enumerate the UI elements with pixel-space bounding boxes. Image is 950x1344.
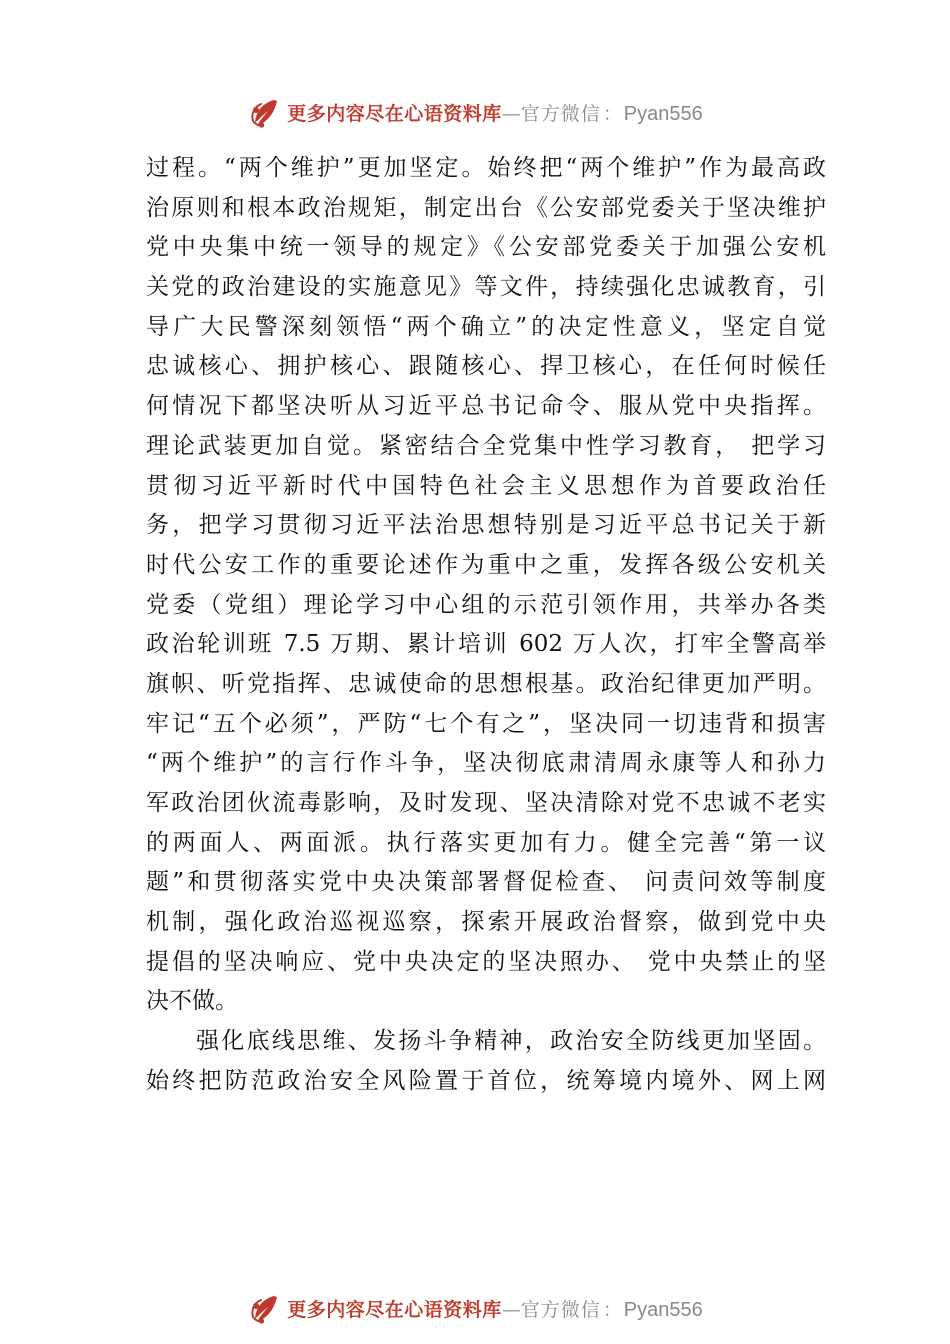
- body-line: 何情况下都坚决听从习近平总书记命令、服从党中央指挥。: [146, 393, 826, 420]
- footer-wechat-id: Pyan556: [623, 1299, 703, 1321]
- pen-feather-logo-icon: [247, 96, 283, 132]
- body-line: 题”和贯彻落实党中央决策部署督促检查、 问责问效等制度: [146, 869, 826, 896]
- body-line: 提倡的坚决响应、党中央决定的坚决照办、 党中央禁止的坚: [146, 948, 826, 975]
- header-brand-text: 更多内容尽在心语资料库: [287, 103, 502, 125]
- body-line: “两个维护”的言行作斗争，坚决彻底肃清周永康等人和孙力: [146, 750, 826, 777]
- paragraph-2-line: 始终把防范政治安全风险置于首位，统筹境内境外、网上网: [146, 1067, 826, 1094]
- header-watermark-banner: [0, 94, 950, 134]
- body-line: 贯彻习近平新时代中国特色社会主义思想作为首要政治任: [146, 472, 826, 499]
- footer-brand-text: 更多内容尽在心语资料库: [287, 1299, 502, 1321]
- body-line: 理论武装更加自觉。紧密结合全党集中性学习教育， 把学习: [146, 432, 826, 459]
- body-line: 时代公安工作的重要论述作为重中之重，发挥各级公安机关: [146, 551, 826, 578]
- body-line: 的两面人、两面派。执行落实更加有力。健全完善“第一议: [146, 829, 826, 856]
- footer-watermark-banner: [0, 1290, 950, 1330]
- body-line: 决不做。: [146, 988, 238, 1015]
- body-line: 导广大民警深刻领悟“两个确立”的决定性意义，坚定自觉: [146, 313, 826, 340]
- body-line: 机制，强化政治巡视巡察，探索开展政治督察，做到党中央: [146, 909, 826, 936]
- body-line: 关党的政治建设的实施意见》等文件，持续强化忠诚教育，引: [146, 274, 826, 301]
- body-line: 过程。“两个维护”更加坚定。始终把“两个维护”作为最高政: [146, 155, 826, 181]
- header-separator: —: [501, 103, 521, 125]
- header-watermark-text: [287, 104, 703, 124]
- header-colon: ：: [602, 103, 622, 125]
- body-line: 忠诚核心、拥护核心、跟随核心、捍卫核心，在任何时候任: [146, 353, 826, 380]
- footer-watermark-text: [287, 1300, 703, 1320]
- body-line: 政治轮训班 7.5 万期、累计培训 602 万人次，打牢全警高举: [146, 631, 826, 658]
- body-line: 务，把学习贯彻习近平法治思想特别是习近平总书记关于新: [146, 512, 826, 539]
- body-line: 党委（党组）理论学习中心组的示范引领作用，共举办各类: [146, 591, 826, 618]
- body-line: 牢记“五个必须”，严防“七个有之”，坚决同一切违背和损害: [146, 710, 826, 737]
- footer-wechat-label: 官方微信: [520, 1299, 601, 1321]
- pen-feather-logo-icon: [247, 1292, 283, 1328]
- header-wechat-label: 官方微信: [520, 103, 601, 125]
- body-line: 党中央集中统一领导的规定》《公安部党委关于加强公安机: [146, 234, 826, 261]
- body-line: 治原则和根本政治规矩，制定出台《公安部党委关于坚决维护: [146, 194, 826, 221]
- document-body: [146, 149, 826, 1102]
- paragraph-2-line: 强化底线思维、发扬斗争精神，政治安全防线更加坚固。: [196, 1028, 826, 1055]
- footer-colon: ：: [602, 1299, 622, 1321]
- body-line: 旗帜、听党指挥、忠诚使命的思想根基。政治纪律更加严明。: [146, 670, 826, 697]
- body-line: 军政治团伙流毒影响，及时发现、坚决清除对党不忠诚不老实: [146, 790, 826, 816]
- header-wechat-id: Pyan556: [623, 103, 703, 125]
- footer-separator: —: [501, 1299, 521, 1321]
